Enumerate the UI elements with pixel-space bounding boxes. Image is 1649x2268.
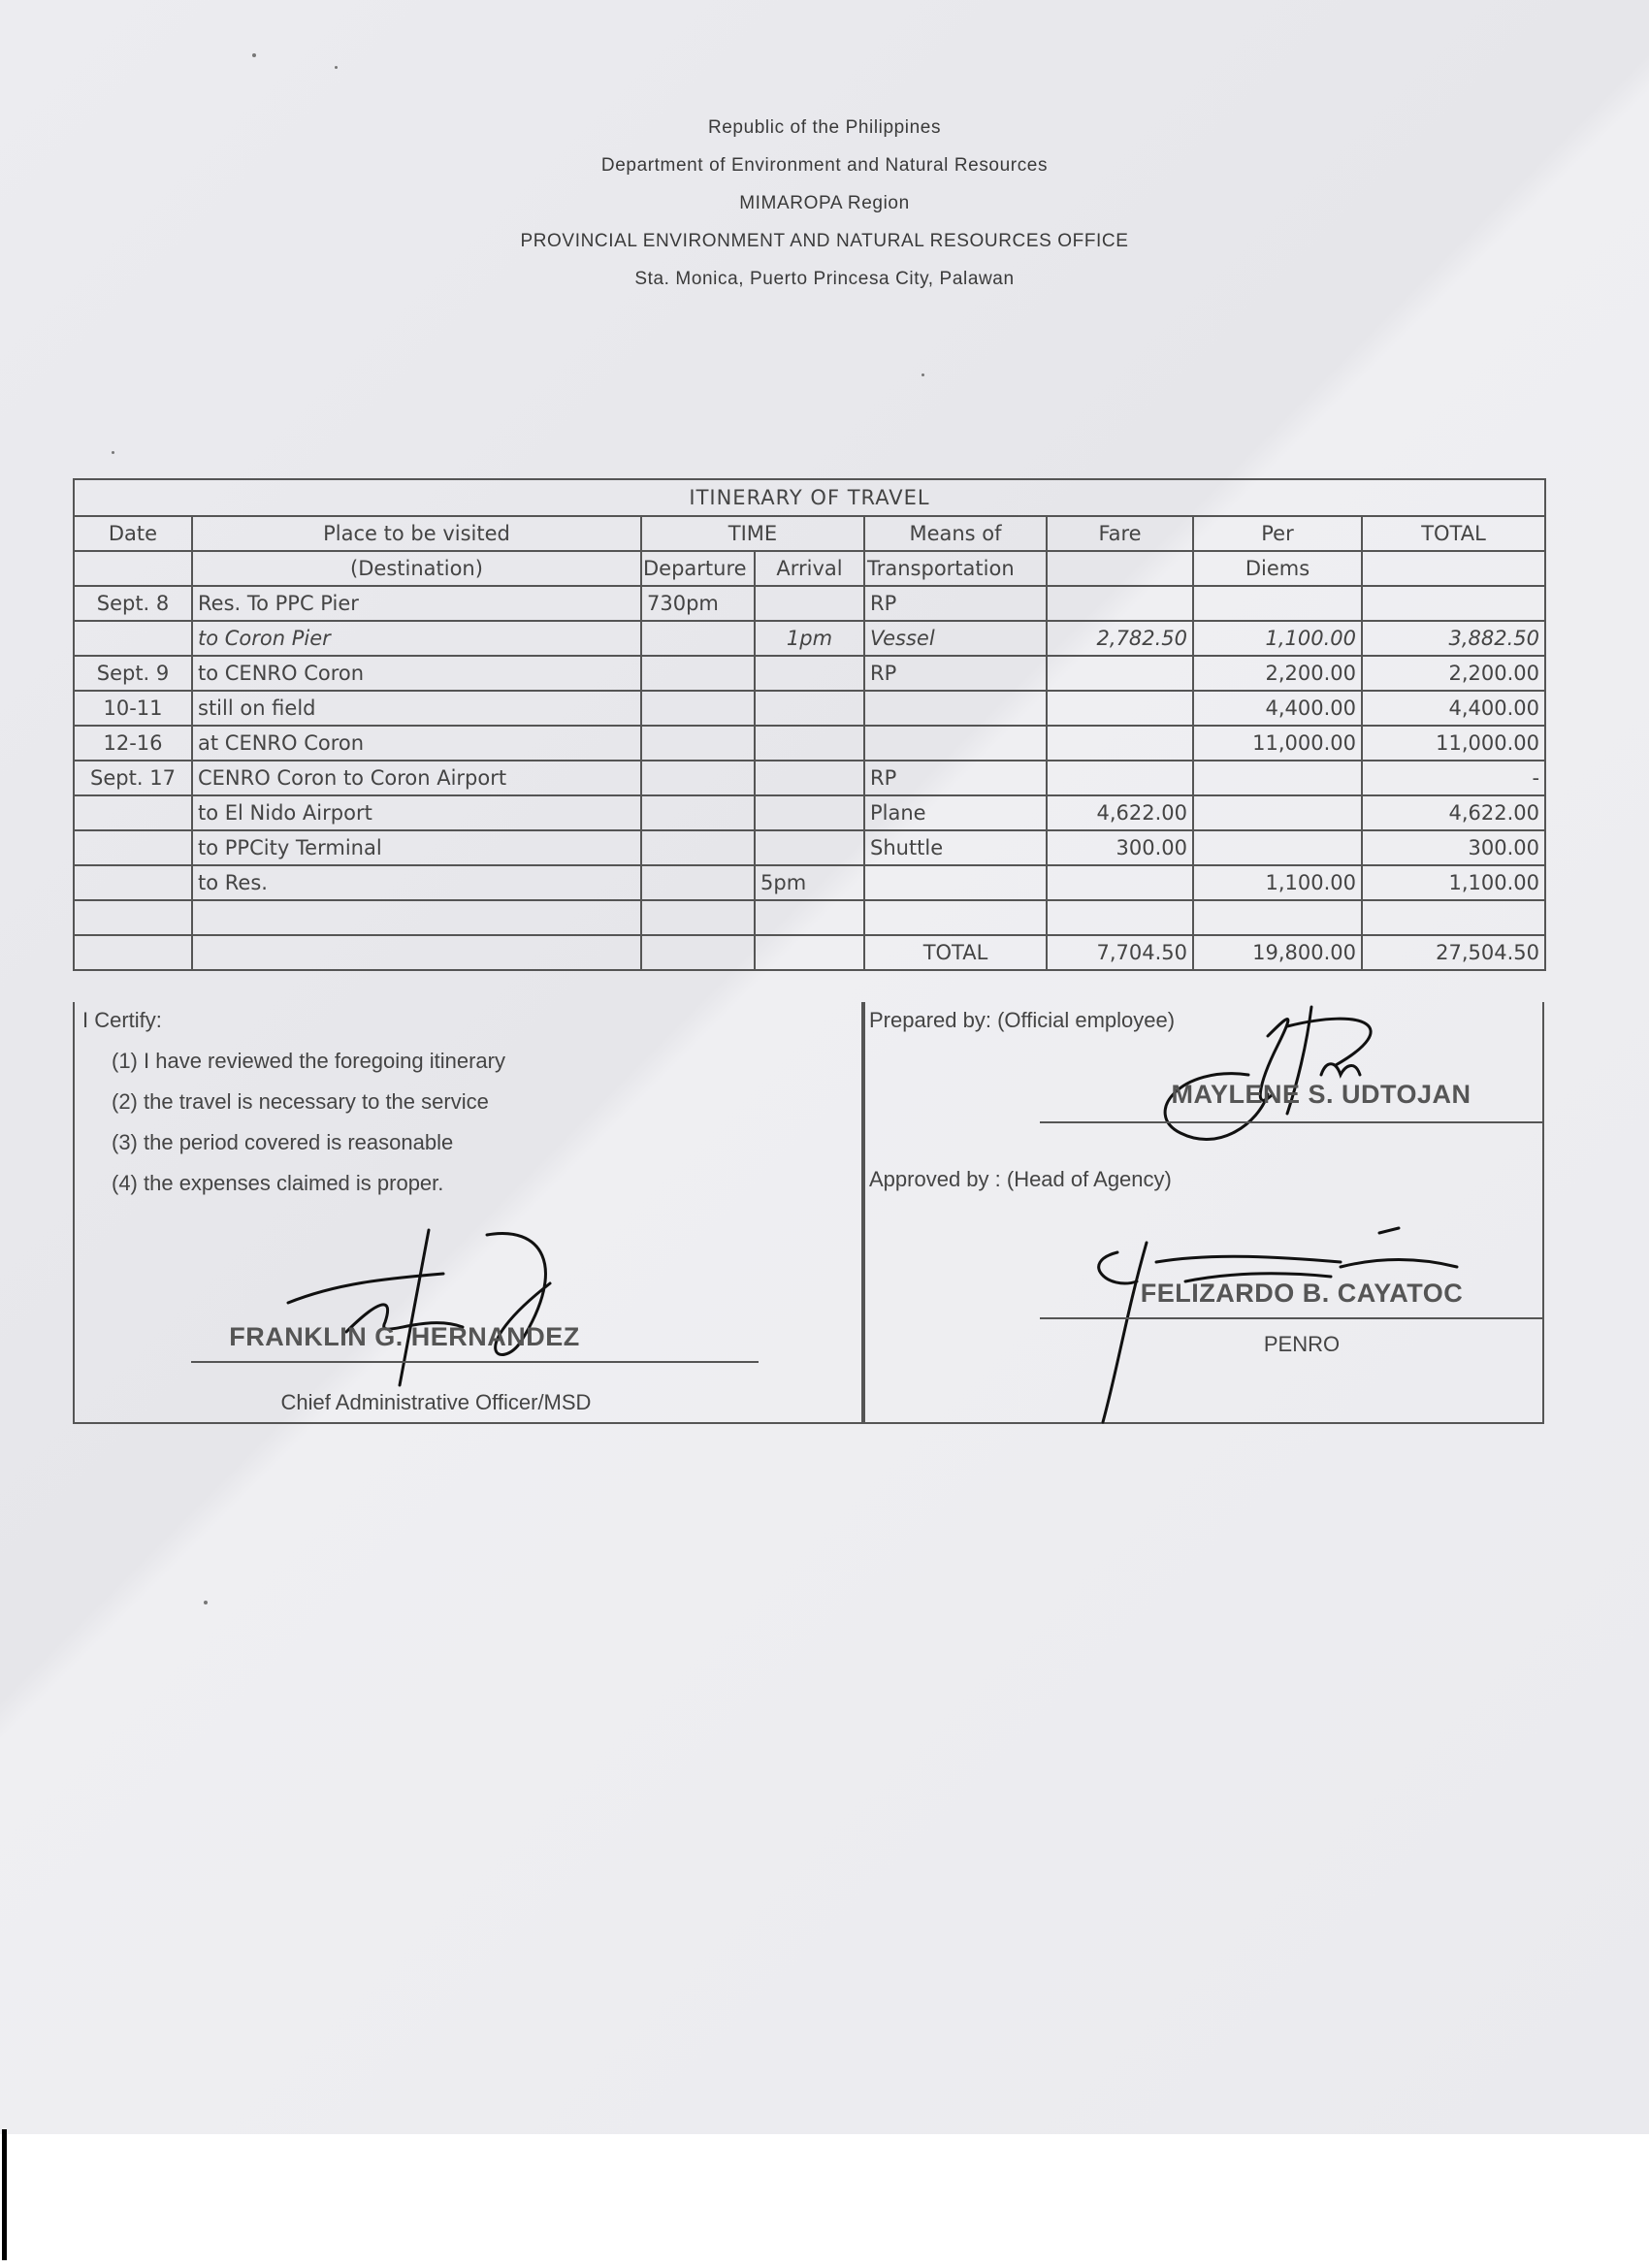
cell-arrival: 1pm [755,621,864,656]
cell-total [1362,586,1545,621]
cayatoc-signature [1088,1223,1496,1427]
cell-date: Sept. 9 [74,656,192,691]
certify-list [112,1041,505,1204]
certification-section [73,1002,863,1424]
cell-means: RP [864,586,1047,621]
cell-fare [1047,761,1193,795]
hernandez-name: FRANKLIN G. HERNANDEZ [229,1322,580,1351]
certify-item: (2) the travel is necessary to the service [112,1089,489,1114]
cell-perdiem: 4,400.00 [1193,691,1362,726]
itinerary-table [73,478,1546,971]
scan-speck [922,373,924,376]
cell-date [74,621,192,656]
cell-arrival [755,586,864,621]
cell-departure [641,761,755,795]
cell-place: Res. To PPC Pier [192,586,641,621]
cell-perdiem: 1,100.00 [1193,621,1362,656]
itinerary-row [74,726,1545,761]
itinerary-row [74,830,1545,865]
cell-place: still on field [192,691,641,726]
letterhead-office: PROVINCIAL ENVIRONMENT AND NATURAL RESOURCES OFFICE [520,231,1129,251]
prepared-by-label: Prepared by: (Official employee) [869,1008,1176,1032]
header-per: Per [1193,516,1362,551]
udtojan-name: MAYLENE S. UDTOJAN [1171,1080,1471,1109]
header-total: TOTAL [1362,516,1545,551]
scan-edge-mark [2,2129,7,2260]
certify-item: (1) I have reviewed the foregoing itinerary [112,1049,505,1073]
header-arrival: Arrival [755,551,864,586]
cell-perdiem [1193,586,1362,621]
cell-total: 1,100.00 [1362,865,1545,900]
cell-date: 12-16 [74,726,192,761]
cell-place: to El Nido Airport [192,795,641,830]
cell-total: 2,200.00 [1362,656,1545,691]
cell-perdiem [1193,761,1362,795]
scan-speck [252,53,256,57]
udtojan-signature-line [1040,1121,1544,1123]
hernandez-signature [278,1225,589,1390]
header-date: Date [74,516,192,551]
cell-arrival [755,691,864,726]
cell-arrival [755,761,864,795]
blank-cell [1193,900,1362,935]
cell-departure [641,621,755,656]
blank-cell [1047,900,1193,935]
itinerary-row [74,865,1545,900]
cell-total: - [1362,761,1545,795]
itinerary-row [74,586,1545,621]
cell-means: Shuttle [864,830,1047,865]
cell-arrival: 5pm [755,865,864,900]
itinerary-row [74,761,1545,795]
cell-arrival [755,830,864,865]
certify-item: (4) the expenses claimed is proper. [112,1171,444,1195]
cell-fare: 2,782.50 [1047,621,1193,656]
total-empty [74,935,192,970]
cell-departure [641,726,755,761]
cell-means [864,726,1047,761]
cell-date [74,795,192,830]
total-label: TOTAL [864,935,1047,970]
cell-date: Sept. 8 [74,586,192,621]
cell-arrival [755,795,864,830]
letterhead [0,109,1649,298]
itinerary-row [74,795,1545,830]
total-fare: 7,704.50 [1047,935,1193,970]
header-means: Means of [864,516,1047,551]
cell-total: 4,622.00 [1362,795,1545,830]
header-diems: Diems [1193,551,1362,586]
cell-perdiem [1193,795,1362,830]
cell-total: 4,400.00 [1362,691,1545,726]
cell-means [864,865,1047,900]
cell-arrival [755,656,864,691]
header-destination: (Destination) [192,551,641,586]
scan-speck [112,451,114,454]
cell-means: Plane [864,795,1047,830]
header-empty [74,551,192,586]
scan-speck [204,1601,208,1604]
cell-place: to Res. [192,865,641,900]
cell-place: to Coron Pier [192,621,641,656]
cell-fare [1047,726,1193,761]
certify-item: (3) the period covered is reasonable [112,1130,454,1154]
hernandez-role: Chief Administrative Officer/MSD [280,1390,592,1414]
cell-date [74,865,192,900]
blank-cell [74,900,192,935]
total-grand: 27,504.50 [1362,935,1545,970]
total-empty [641,935,755,970]
letterhead-department: Department of Environment and Natural Resources [600,155,1049,176]
cell-means: RP [864,761,1047,795]
cell-perdiem [1193,830,1362,865]
cell-fare: 4,622.00 [1047,795,1193,830]
cell-arrival [755,726,864,761]
cell-means: RP [864,656,1047,691]
certify-title: I Certify: [82,1008,162,1032]
cell-means: Vessel [864,621,1047,656]
cell-place: CENRO Coron to Coron Airport [192,761,641,795]
header-transportation: Transportation [864,551,1047,586]
cell-fare [1047,656,1193,691]
cell-perdiem: 1,100.00 [1193,865,1362,900]
cell-perdiem: 11,000.00 [1193,726,1362,761]
header-fare: Fare [1047,516,1193,551]
blank-cell [864,900,1047,935]
cell-perdiem: 2,200.00 [1193,656,1362,691]
cell-departure [641,865,755,900]
cell-departure [641,656,755,691]
cell-means [864,691,1047,726]
blank-cell [192,900,641,935]
cell-place: to CENRO Coron [192,656,641,691]
header-departure: Departure [641,551,755,586]
total-empty [755,935,864,970]
blank-cell [1362,900,1545,935]
header-time: TIME [641,516,864,551]
cell-departure [641,795,755,830]
header-place: Place to be visited [192,516,641,551]
letterhead-address: Sta. Monica, Puerto Princesa City, Palawan [634,269,1015,289]
approval-section [863,1002,1544,1424]
itinerary-row [74,691,1545,726]
header-empty [1047,551,1193,586]
cayatoc-name: FELIZARDO B. CAYATOC [1140,1279,1464,1308]
cayatoc-role: PENRO [1263,1332,1341,1356]
cell-fare [1047,586,1193,621]
scan-speck [335,66,338,69]
blank-cell [641,900,755,935]
itinerary-title: ITINERARY OF TRAVEL [74,479,1545,516]
total-empty [192,935,641,970]
cayatoc-signature-line [1040,1317,1544,1319]
cell-fare: 300.00 [1047,830,1193,865]
cell-total: 3,882.50 [1362,621,1545,656]
cell-total: 11,000.00 [1362,726,1545,761]
letterhead-region: MIMAROPA Region [739,193,910,213]
cell-date: 10-11 [74,691,192,726]
cell-fare [1047,865,1193,900]
letterhead-republic: Republic of the Philippines [707,117,942,138]
hernandez-signature-line [191,1361,759,1363]
cell-fare [1047,691,1193,726]
cell-place: at CENRO Coron [192,726,641,761]
cell-departure [641,691,755,726]
cell-departure: 730pm [641,586,755,621]
cell-total: 300.00 [1362,830,1545,865]
header-empty [1362,551,1545,586]
blank-cell [755,900,864,935]
total-perdiem: 19,800.00 [1193,935,1362,970]
approved-by-label: Approved by : (Head of Agency) [869,1167,1172,1191]
cell-departure [641,830,755,865]
cell-place: to PPCity Terminal [192,830,641,865]
itinerary-row [74,621,1545,656]
itinerary-row [74,656,1545,691]
cell-date: Sept. 17 [74,761,192,795]
cell-date [74,830,192,865]
